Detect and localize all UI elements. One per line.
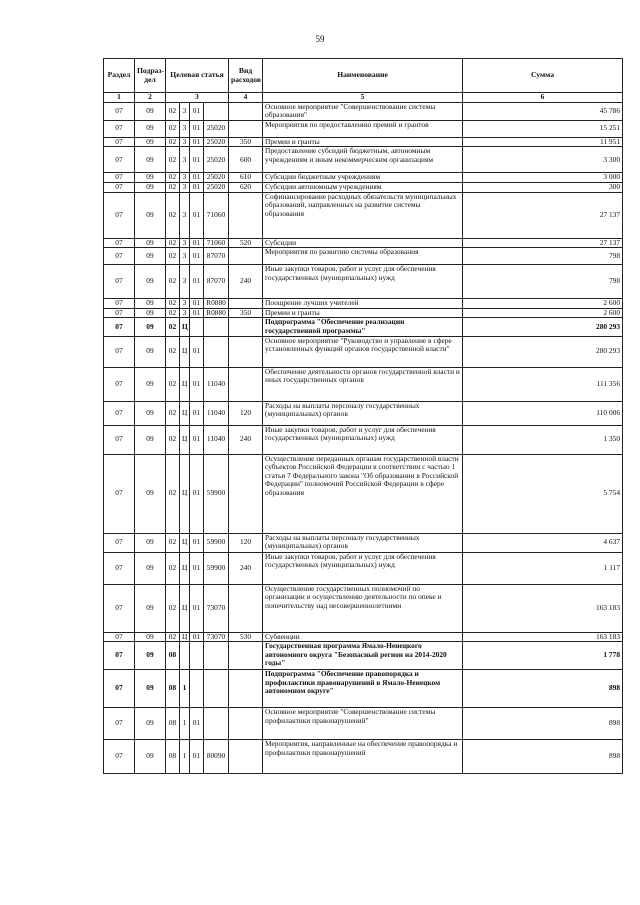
cell-podrazdel: 09: [135, 102, 166, 120]
cell-cel-d: 11040: [204, 367, 229, 401]
cell-vid: 240: [229, 265, 263, 299]
cell-cel-c: 01: [190, 147, 204, 173]
cell-razdel: 07: [104, 102, 135, 120]
cell-cel-a: 02: [166, 299, 180, 309]
header-naim: Наименование: [263, 59, 463, 93]
cell-name: Софинансирование расходных обязательств муниципальных образований, направленных на развитие системы образования: [263, 192, 463, 238]
cell-podrazdel: 09: [135, 533, 166, 552]
cell-razdel: 07: [104, 308, 135, 318]
cell-cel-c: 01: [190, 173, 204, 183]
cell-vid: [229, 740, 263, 774]
cell-cel-c: 01: [190, 137, 204, 147]
cell-cel-a: 02: [166, 552, 180, 584]
cell-sum: 5 754: [463, 454, 623, 533]
cell-cel-d: 80090: [204, 740, 229, 774]
cell-cel-b: 3: [180, 147, 190, 173]
cell-sum: 898: [463, 708, 623, 740]
cell-vid: [229, 120, 263, 137]
cell-razdel: 07: [104, 670, 135, 708]
cell-cel-b: 3: [180, 137, 190, 147]
table-row: [104, 336, 623, 367]
cell-podrazdel: 09: [135, 248, 166, 265]
cell-cel-c: 01: [190, 182, 204, 192]
cell-cel-b: 3: [180, 299, 190, 309]
cell-sum: 163 183: [463, 584, 623, 632]
cell-cel-b: 3: [180, 248, 190, 265]
cell-cel-d: 59900: [204, 454, 229, 533]
table-row: [104, 670, 623, 708]
cell-sum: 2 600: [463, 308, 623, 318]
index-cell: 5: [263, 93, 463, 103]
cell-cel-d: 73070: [204, 584, 229, 632]
cell-name: Осуществление государственных полномочий по организации и осуществлению деятельности по опеке и попечительству над несовершеннолетними: [263, 584, 463, 632]
cell-vid: [229, 367, 263, 401]
header-razdel: Раздел: [104, 59, 135, 93]
cell-cel-a: 02: [166, 584, 180, 632]
table-row: [104, 401, 623, 425]
cell-cel-b: Ц: [180, 584, 190, 632]
table-row: [104, 182, 623, 192]
cell-cel-c: 01: [190, 299, 204, 309]
cell-vid: 240: [229, 552, 263, 584]
cell-name: Субсидии: [263, 238, 463, 248]
cell-cel-a: 08: [166, 740, 180, 774]
cell-vid: 350: [229, 137, 263, 147]
cell-cel-b: [180, 642, 190, 670]
cell-cel-b: Ц: [180, 533, 190, 552]
cell-cel-b: 3: [180, 173, 190, 183]
cell-cel-a: 02: [166, 308, 180, 318]
index-cell: 6: [463, 93, 623, 103]
cell-vid: [229, 248, 263, 265]
cell-cel-b: 1: [180, 740, 190, 774]
cell-podrazdel: 09: [135, 584, 166, 632]
cell-vid: 600: [229, 147, 263, 173]
cell-name: Мероприятия по развитию системы образования: [263, 248, 463, 265]
cell-razdel: 07: [104, 740, 135, 774]
cell-cel-d: [204, 336, 229, 367]
table-row: [104, 584, 623, 632]
cell-cel-d: [204, 708, 229, 740]
cell-sum: 3 300: [463, 147, 623, 173]
cell-cel-d: 25020: [204, 182, 229, 192]
header-row: [104, 59, 623, 93]
table-row: [104, 120, 623, 137]
cell-cel-c: [190, 318, 204, 336]
cell-sum: 3 000: [463, 173, 623, 183]
cell-vid: 530: [229, 632, 263, 642]
cell-podrazdel: 09: [135, 642, 166, 670]
cell-podrazdel: 09: [135, 670, 166, 708]
table-row: [104, 318, 623, 336]
cell-cel-a: 02: [166, 192, 180, 238]
table-row: [104, 192, 623, 238]
cell-razdel: 07: [104, 192, 135, 238]
cell-sum: 11 951: [463, 137, 623, 147]
cell-name: Премии и гранты: [263, 308, 463, 318]
cell-cel-c: 01: [190, 533, 204, 552]
cell-cel-d: [204, 670, 229, 708]
cell-cel-d: 11040: [204, 401, 229, 425]
cell-vid: [229, 642, 263, 670]
cell-cel-c: 01: [190, 248, 204, 265]
cell-cel-c: 01: [190, 708, 204, 740]
cell-cel-d: 25020: [204, 173, 229, 183]
table-row: [104, 367, 623, 401]
cell-sum: 798: [463, 248, 623, 265]
index-cell: 4: [229, 93, 263, 103]
table-row: [104, 299, 623, 309]
cell-cel-d: 71060: [204, 192, 229, 238]
cell-cel-a: 02: [166, 632, 180, 642]
cell-razdel: 07: [104, 137, 135, 147]
cell-podrazdel: 09: [135, 632, 166, 642]
cell-podrazdel: 09: [135, 120, 166, 137]
cell-sum: 1 117: [463, 552, 623, 584]
cell-vid: 240: [229, 425, 263, 454]
cell-podrazdel: 09: [135, 367, 166, 401]
cell-cel-a: 02: [166, 401, 180, 425]
cell-cel-a: 02: [166, 425, 180, 454]
cell-podrazdel: 09: [135, 192, 166, 238]
cell-razdel: 07: [104, 238, 135, 248]
cell-sum: 110 006: [463, 401, 623, 425]
cell-cel-c: 01: [190, 584, 204, 632]
cell-cel-b: 3: [180, 102, 190, 120]
cell-cel-c: 01: [190, 102, 204, 120]
cell-cel-a: 02: [166, 454, 180, 533]
cell-cel-a: 08: [166, 670, 180, 708]
cell-cel-c: 01: [190, 632, 204, 642]
cell-cel-b: 1: [180, 670, 190, 708]
cell-sum: 280 293: [463, 336, 623, 367]
cell-podrazdel: 09: [135, 708, 166, 740]
cell-razdel: 07: [104, 182, 135, 192]
cell-cel-d: R0880: [204, 308, 229, 318]
cell-cel-a: 08: [166, 708, 180, 740]
cell-cel-b: Ц: [180, 336, 190, 367]
cell-name: Основное мероприятие "Совершенствование системы профилактики правонарушений": [263, 708, 463, 740]
cell-cel-b: 3: [180, 265, 190, 299]
cell-cel-c: 01: [190, 401, 204, 425]
table-row: [104, 137, 623, 147]
cell-vid: [229, 299, 263, 309]
cell-razdel: 07: [104, 708, 135, 740]
cell-sum: 898: [463, 740, 623, 774]
cell-podrazdel: 09: [135, 318, 166, 336]
table-row: [104, 147, 623, 173]
cell-podrazdel: 09: [135, 173, 166, 183]
cell-podrazdel: 09: [135, 238, 166, 248]
header-vid: Вид расходов: [229, 59, 263, 93]
cell-cel-b: Ц: [180, 454, 190, 533]
cell-razdel: 07: [104, 552, 135, 584]
cell-cel-d: 59900: [204, 552, 229, 584]
cell-razdel: 07: [104, 173, 135, 183]
cell-podrazdel: 09: [135, 182, 166, 192]
table-row: [104, 533, 623, 552]
cell-cel-b: 3: [180, 238, 190, 248]
cell-sum: 280 293: [463, 318, 623, 336]
cell-cel-b: 3: [180, 308, 190, 318]
cell-cel-a: 02: [166, 120, 180, 137]
cell-cel-d: R0880: [204, 299, 229, 309]
cell-cel-c: 01: [190, 425, 204, 454]
cell-razdel: 07: [104, 147, 135, 173]
cell-cel-a: 02: [166, 533, 180, 552]
cell-cel-c: 01: [190, 308, 204, 318]
cell-podrazdel: 09: [135, 308, 166, 318]
cell-cel-c: [190, 670, 204, 708]
cell-cel-c: 01: [190, 238, 204, 248]
cell-name: Субсидии бюджетным учреждениям: [263, 173, 463, 183]
table-row: [104, 265, 623, 299]
cell-podrazdel: 09: [135, 147, 166, 173]
cell-vid: [229, 318, 263, 336]
cell-cel-d: 11040: [204, 425, 229, 454]
cell-razdel: 07: [104, 265, 135, 299]
cell-cel-c: 01: [190, 336, 204, 367]
cell-razdel: 07: [104, 318, 135, 336]
cell-sum: 798: [463, 265, 623, 299]
cell-cel-d: 71060: [204, 238, 229, 248]
cell-cel-a: 02: [166, 147, 180, 173]
cell-name: Субвенции: [263, 632, 463, 642]
header-podrazdel: Подраз-дел: [135, 59, 166, 93]
cell-name: Мероприятия по предоставлению премий и грантов: [263, 120, 463, 137]
cell-name: Субсидии автономным учреждениям: [263, 182, 463, 192]
cell-sum: 898: [463, 670, 623, 708]
cell-vid: 520: [229, 238, 263, 248]
cell-cel-c: 01: [190, 367, 204, 401]
cell-cel-d: 25020: [204, 147, 229, 173]
cell-cel-c: 01: [190, 740, 204, 774]
cell-name: Расходы на выплаты персоналу государственных (муниципальных) органов: [263, 401, 463, 425]
cell-cel-a: 02: [166, 336, 180, 367]
cell-razdel: 07: [104, 248, 135, 265]
cell-sum: 300: [463, 182, 623, 192]
cell-cel-d: 25020: [204, 137, 229, 147]
cell-razdel: 07: [104, 533, 135, 552]
index-cell: 2: [135, 93, 166, 103]
cell-cel-c: 01: [190, 552, 204, 584]
cell-cel-a: 02: [166, 173, 180, 183]
cell-sum: 27 137: [463, 192, 623, 238]
cell-sum: 27 137: [463, 238, 623, 248]
cell-name: Иные закупки товаров, работ и услуг для обеспечения государственных (муниципальных) нужд: [263, 552, 463, 584]
table-row: [104, 238, 623, 248]
cell-podrazdel: 09: [135, 137, 166, 147]
cell-razdel: 07: [104, 632, 135, 642]
cell-vid: [229, 102, 263, 120]
cell-name: Основное мероприятие "Совершенствование системы образования": [263, 102, 463, 120]
cell-razdel: 07: [104, 584, 135, 632]
cell-cel-a: 08: [166, 642, 180, 670]
table-row: [104, 552, 623, 584]
table-row: [104, 102, 623, 120]
cell-cel-a: 02: [166, 238, 180, 248]
cell-sum: 1 778: [463, 642, 623, 670]
header-celevaya: Целевая статья: [166, 59, 229, 93]
cell-cel-b: 3: [180, 182, 190, 192]
cell-name: Иные закупки товаров, работ и услуг для обеспечения государственных (муниципальных) нужд: [263, 265, 463, 299]
cell-cel-a: 02: [166, 248, 180, 265]
header-summa: Сумма: [463, 59, 623, 93]
cell-cel-b: 3: [180, 120, 190, 137]
cell-vid: [229, 708, 263, 740]
cell-cel-d: 73070: [204, 632, 229, 642]
cell-sum: 45 786: [463, 102, 623, 120]
cell-name: Поощрение лучших учителей: [263, 299, 463, 309]
table-row: [104, 248, 623, 265]
cell-cel-d: [204, 102, 229, 120]
cell-razdel: 07: [104, 336, 135, 367]
cell-podrazdel: 09: [135, 265, 166, 299]
page-number: 59: [315, 34, 325, 44]
cell-cel-b: Ц: [180, 632, 190, 642]
index-cell: 3: [166, 93, 229, 103]
cell-vid: [229, 454, 263, 533]
cell-cel-c: 01: [190, 192, 204, 238]
cell-name: Подпрограмма "Обеспечение правопорядка и профилактики правонарушений в Ямало-Ненецком автономном округе": [263, 670, 463, 708]
cell-podrazdel: 09: [135, 401, 166, 425]
cell-razdel: 07: [104, 425, 135, 454]
cell-cel-d: 87070: [204, 265, 229, 299]
cell-cel-a: 02: [166, 367, 180, 401]
cell-vid: 120: [229, 533, 263, 552]
table-row: [104, 632, 623, 642]
cell-cel-b: Ц: [180, 425, 190, 454]
cell-vid: 610: [229, 173, 263, 183]
table-row: [104, 740, 623, 774]
table-row: [104, 308, 623, 318]
cell-cel-d: 59900: [204, 533, 229, 552]
cell-cel-a: 02: [166, 182, 180, 192]
cell-razdel: 07: [104, 120, 135, 137]
cell-name: Обеспечение деятельности органов государственной власти и иных государственных органов: [263, 367, 463, 401]
cell-cel-d: [204, 642, 229, 670]
cell-sum: 15 251: [463, 120, 623, 137]
cell-cel-d: [204, 318, 229, 336]
cell-cel-c: 01: [190, 120, 204, 137]
cell-vid: 120: [229, 401, 263, 425]
cell-podrazdel: 09: [135, 454, 166, 533]
table-row: [104, 454, 623, 533]
cell-razdel: 07: [104, 642, 135, 670]
cell-vid: 620: [229, 182, 263, 192]
cell-razdel: 07: [104, 299, 135, 309]
cell-cel-d: 25020: [204, 120, 229, 137]
cell-name: Осуществление переданных органам государственной власти субъектов Российской Федерации в соответствии с частью 1 статьи 7 Федерального закона "Об образовании в Российской Федерации" полномочий Российской Федерации в сфере образования: [263, 454, 463, 533]
table-row: [104, 708, 623, 740]
cell-name: Предоставление субсидий бюджетным, автономным учреждениям и иным некоммерческим организациям: [263, 147, 463, 173]
cell-vid: 350: [229, 308, 263, 318]
index-cell: 1: [104, 93, 135, 103]
cell-cel-b: 1: [180, 708, 190, 740]
cell-name: Расходы на выплаты персоналу государственных (муниципальных) органов: [263, 533, 463, 552]
cell-cel-b: Ц: [180, 318, 190, 336]
table-row: [104, 173, 623, 183]
cell-name: Мероприятия, направленные на обеспечение правопорядка и профилактики правонарушений: [263, 740, 463, 774]
cell-sum: 1 350: [463, 425, 623, 454]
cell-razdel: 07: [104, 367, 135, 401]
cell-name: Премии и гранты: [263, 137, 463, 147]
table-row: [104, 642, 623, 670]
cell-vid: [229, 584, 263, 632]
table-row: [104, 425, 623, 454]
cell-vid: [229, 336, 263, 367]
cell-vid: [229, 670, 263, 708]
cell-podrazdel: 09: [135, 552, 166, 584]
cell-sum: 2 600: [463, 299, 623, 309]
cell-cel-a: 02: [166, 137, 180, 147]
cell-cel-b: 3: [180, 192, 190, 238]
cell-cel-c: 01: [190, 265, 204, 299]
cell-cel-a: 02: [166, 265, 180, 299]
cell-cel-c: 01: [190, 454, 204, 533]
cell-razdel: 07: [104, 401, 135, 425]
cell-cel-c: [190, 642, 204, 670]
cell-cel-a: 02: [166, 318, 180, 336]
cell-podrazdel: 09: [135, 425, 166, 454]
cell-cel-b: Ц: [180, 367, 190, 401]
cell-podrazdel: 09: [135, 740, 166, 774]
cell-cel-b: Ц: [180, 401, 190, 425]
cell-cel-d: 87070: [204, 248, 229, 265]
cell-podrazdel: 09: [135, 336, 166, 367]
cell-podrazdel: 09: [135, 299, 166, 309]
cell-sum: 4 637: [463, 533, 623, 552]
cell-cel-a: 02: [166, 102, 180, 120]
cell-name: Иные закупки товаров, работ и услуг для обеспечения государственных (муниципальных) нужд: [263, 425, 463, 454]
budget-table: [103, 58, 623, 774]
cell-name: Подпрограмма "Обеспечение реализации государственной программы": [263, 318, 463, 336]
cell-sum: 163 183: [463, 632, 623, 642]
cell-cel-b: Ц: [180, 552, 190, 584]
cell-name: Государственная программа Ямало-Ненецкого автономного округа "Безопасный регион на 2014-2020 годы": [263, 642, 463, 670]
cell-sum: 111 356: [463, 367, 623, 401]
index-row: [104, 93, 623, 103]
cell-vid: [229, 192, 263, 238]
cell-name: Основное мероприятие "Руководство и управление в сфере установленных функций органов государственной власти": [263, 336, 463, 367]
cell-razdel: 07: [104, 454, 135, 533]
